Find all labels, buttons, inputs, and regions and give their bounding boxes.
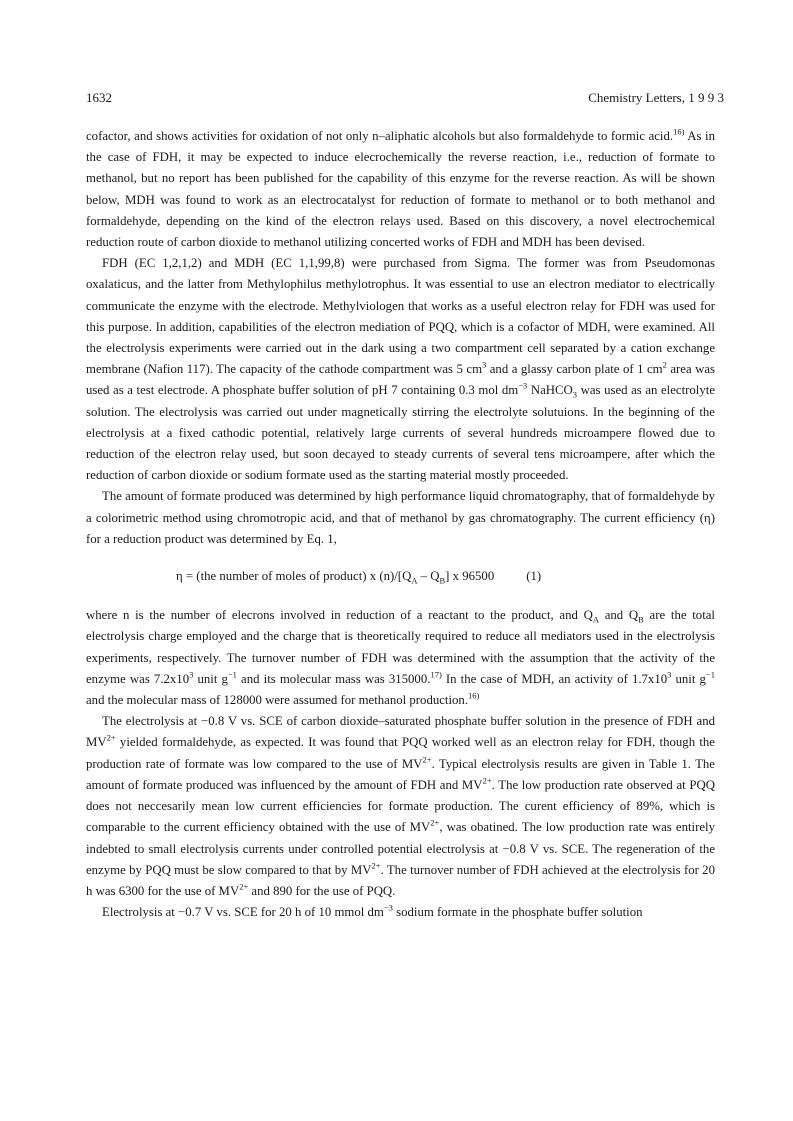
equation-number: (1) [526, 569, 542, 584]
paragraph-4: where n is the number of elecrons involved in reduction of a reactant to the product, and $Q_A$ and $Q_B$ are the total electrolysis charge employed and the charge that is theoretically required to reduce all mediators used in the electrolysis experiments, respectively. The turnover number of FDH was determined with the assumption that the activity of the enzyme was $7.2x10^3$ unit $g^{-1}$ and its molecular mass was 315000.$^{17)}$ In the case of MDH, an activity of $1.7x10^3$ unit $g^{-1}$ and the molecular mass of 128000 were assumed for methanol production.$^{16)}$ [86, 608, 715, 708]
reference: 16) [468, 690, 480, 701]
equation-1: η = (the number of moles of product) x $(n)/[Q_A - Q_B]$ x 96500 (1) [176, 569, 542, 586]
paragraph-3: The amount of formate produced was determined by high performance liquid chromatography, that of formaldehyde by a colorimetric method using chromotropic acid, and that of methanol by gas chromatography. The current efficiency (η) for a reduction product was determined by Eq. 1, [86, 489, 715, 546]
reference: 17) [430, 669, 442, 680]
paragraph-1: cofactor, and shows activities for oxidation of not only n–aliphatic alcohols but also formaldehyde to formic acid.$^{16)}$ As in the case of FDH, it may be expected to induce elecrochemically the reverse reaction, i.e., reduction of formate to methanol, but no report has been published for the capability of this enzyme for the reverse reaction. As will be shown below, MDH was found to work as an electrocatalyst for reduction of formate to methanol or to both methanol and formaldehyde, depending on the kind of the electron relays used. Based on this discovery, a novel electrochemical reduction route of carbon dioxide to methanol utilizing concerted works of FDH and MDH has been devised. [86, 126, 715, 250]
page-header [86, 90, 724, 106]
reference: 16) [673, 126, 685, 137]
page-number: 1632 [86, 90, 112, 105]
paragraph-6: Electrolysis at −0.7 V vs. SCE for 20 h of 10 mmol $dm^{-3}$ sodium formate in the phosphate buffer solution [102, 902, 643, 920]
journal-title: Chemistry Letters, 1 9 9 3 [588, 90, 724, 105]
paragraph-2: FDH (EC 1,2,1,2) and MDH (EC 1,1,99,8) were purchased from Sigma. The former was from Pseudomonas oxalaticus, and the latter from Methylophilus methylotrophus. It was essential to use an electron mediator to electrically communicate the enzyme with the electrode. Methylviologen that works as a useful electron relay for FDH was used for this purpose. In addition, capabilities of the electron mediation of PQQ, which is a cofactor of MDH, were examined. All the electrolysis experiments were carried out in the dark using a two compartment cell separated by a cation exchange membrane (Nafion 117). The capacity of the cathode compartment was 5 $cm^3$ and a glassy carbon plate of 1 $cm^2$ area was used as a test electrode. A phosphate buffer solution of pH 7 containing 0.3 mol $dm^{-3}$ NaHCO$_3$ was used as an electrolyte solution. The electrolysis was carried out under magnetically stirring the electrolyte solutuions. In the beginning of the electrolysis at a fixed cathodic potential, relatively large currents of several hundreds microampere flowed due to reduction of the electron relay used, but soon decayed to steady currents of several tens microampere, after which the reduction of carbon dioxide or sodium formate used as the starting material mostly proceeded. [86, 256, 716, 483]
body-text [86, 126, 715, 923]
paragraph-5: The electrolysis at −0.8 V vs. SCE of carbon dioxide–saturated phosphate buffer solution in the presence of FDH and $MV^{2+}$ yielded formaldehyde, as expected. It was found that PQQ worked well as an electron relay for FDH, though the production rate of formate was low compared to the use of $MV^{2+}$. Typical electrolysis results are given in Table 1. The amount of formate produced was influenced by the amount of FDH and $MV^{2+}$. The low production rate observed at PQQ does not neccesarily mean low current efficiencies for formate production. The curent efficiency of 89%, which is comparable to the current efficiency obtained with the use of $MV^{2+}$, was obatined. The low production rate was entirely indebted to small electrolysis currents under controlled potential electrolysis at −0.8 V vs. SCE. The regeneration of the enzyme by PQQ must be slow compared to that by $MV^{2+}$. The turnover number of FDH achieved at the electrolysis for 20 h was 6300 for the use of $MV^{2+}$ and 890 for the use of PQQ. [86, 714, 715, 898]
